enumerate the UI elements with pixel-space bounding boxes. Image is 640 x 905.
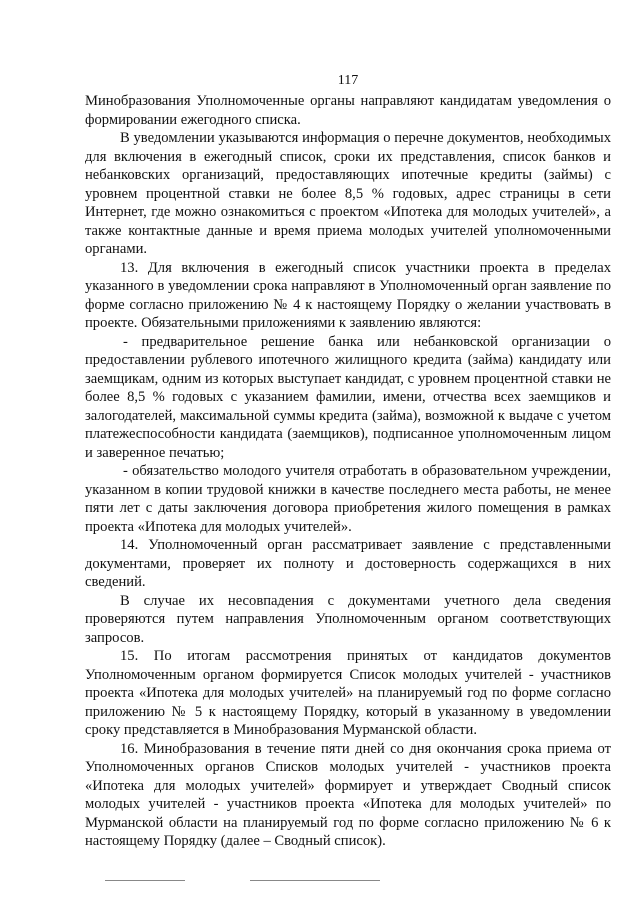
document-page — [85, 72, 611, 851]
footer-rule-right — [250, 880, 380, 881]
paragraph-15: 15. По итогам рассмотрения принятых от кандидатов документов Уполномоченным органом формируется Список молодых учителей - участников проекта «Ипотека для молодых учителей» на планируемый год по форме согласно приложению № 5 к настоящему Порядку, который в указанному в уведомлении сроку представляется в Минобразования Мурманской области. — [85, 648, 611, 738]
page-number: 117 — [337, 73, 359, 88]
paragraph-16: 16. Минобразования в течение пяти дней со дня окончания срока приема от Уполномоченных органов Списков молодых учителей - участников проекта «Ипотека для молодых учителей» формирует и утверждает Сводный список молодых учителей - участников проекта «Ипотека для молодых учителей» по Мурманской области на планируемый год по форме согласно приложению № 6 к настоящему Порядку (далее – Сводный список). — [85, 740, 611, 849]
paragraph-14: 14. Уполномоченный орган рассматривает заявление с представленными документами, проверяет их полноту и достоверность содержащихся в них сведений. — [85, 537, 611, 590]
list-item-bank-decision: - предварительное решение банка или небанковской организации о предоставлении рублевого ипотечного жилищного кредита (займа) кандидату или заемщикам, одним из которых выступает кандидат, с уровнем процентной ставки не более 8,5 % годовых с указанием фамилии, имени, отчества всех заемщиков и залогодателей, максимальной суммы кредита (займа), возможной к выдаче с учетом платежеспособности кандидата (заемщиков), подписанное уполномоченным лицом и заверенное печатью; — [85, 333, 611, 461]
paragraph-13: 13. Для включения в ежегодный список участники проекта в пределах указанного в уведомлении срока направляют в Уполномоченный орган заявление по форме согласно приложению № 4 к настоящему Порядку о желании участвовать в проекте. Обязательными приложениями к заявлению являются: — [85, 259, 611, 331]
paragraph-mismatch: В случае их несовпадения с документами учетного дела сведения проверяются путем направления Уполномоченным органом соответствующих запросов. — [85, 592, 611, 646]
paragraph-notice-contents: В уведомлении указываются информация о перечне документов, необходимых для включения в ежегодный список, сроки их представления, список банков и небанковских организаций, предоставляющих ипотечные кредиты (займы) с уровнем процентной ставки не более 8,5 % годовых, адрес страницы в сети Интернет, где можно ознакомиться с проектом «Ипотека для молодых учителей», а также контактные данные и время приема молодых учителей уполномоченными органами. — [85, 130, 611, 257]
paragraph-intro: Минобразования Уполномоченные органы направляют кандидатам уведомления о формировании ежегодного списка. — [85, 93, 611, 128]
footer-rule-left — [105, 880, 185, 881]
list-item-teacher-obligation: - обязательство молодого учителя отработать в образовательном учреждении, указанном в копии трудовой книжки в качестве последнего места работы, не менее пяти лет с даты заключения договора приобретения жилого помещения в рамках проекта «Ипотека для молодых учителей». — [85, 463, 611, 535]
